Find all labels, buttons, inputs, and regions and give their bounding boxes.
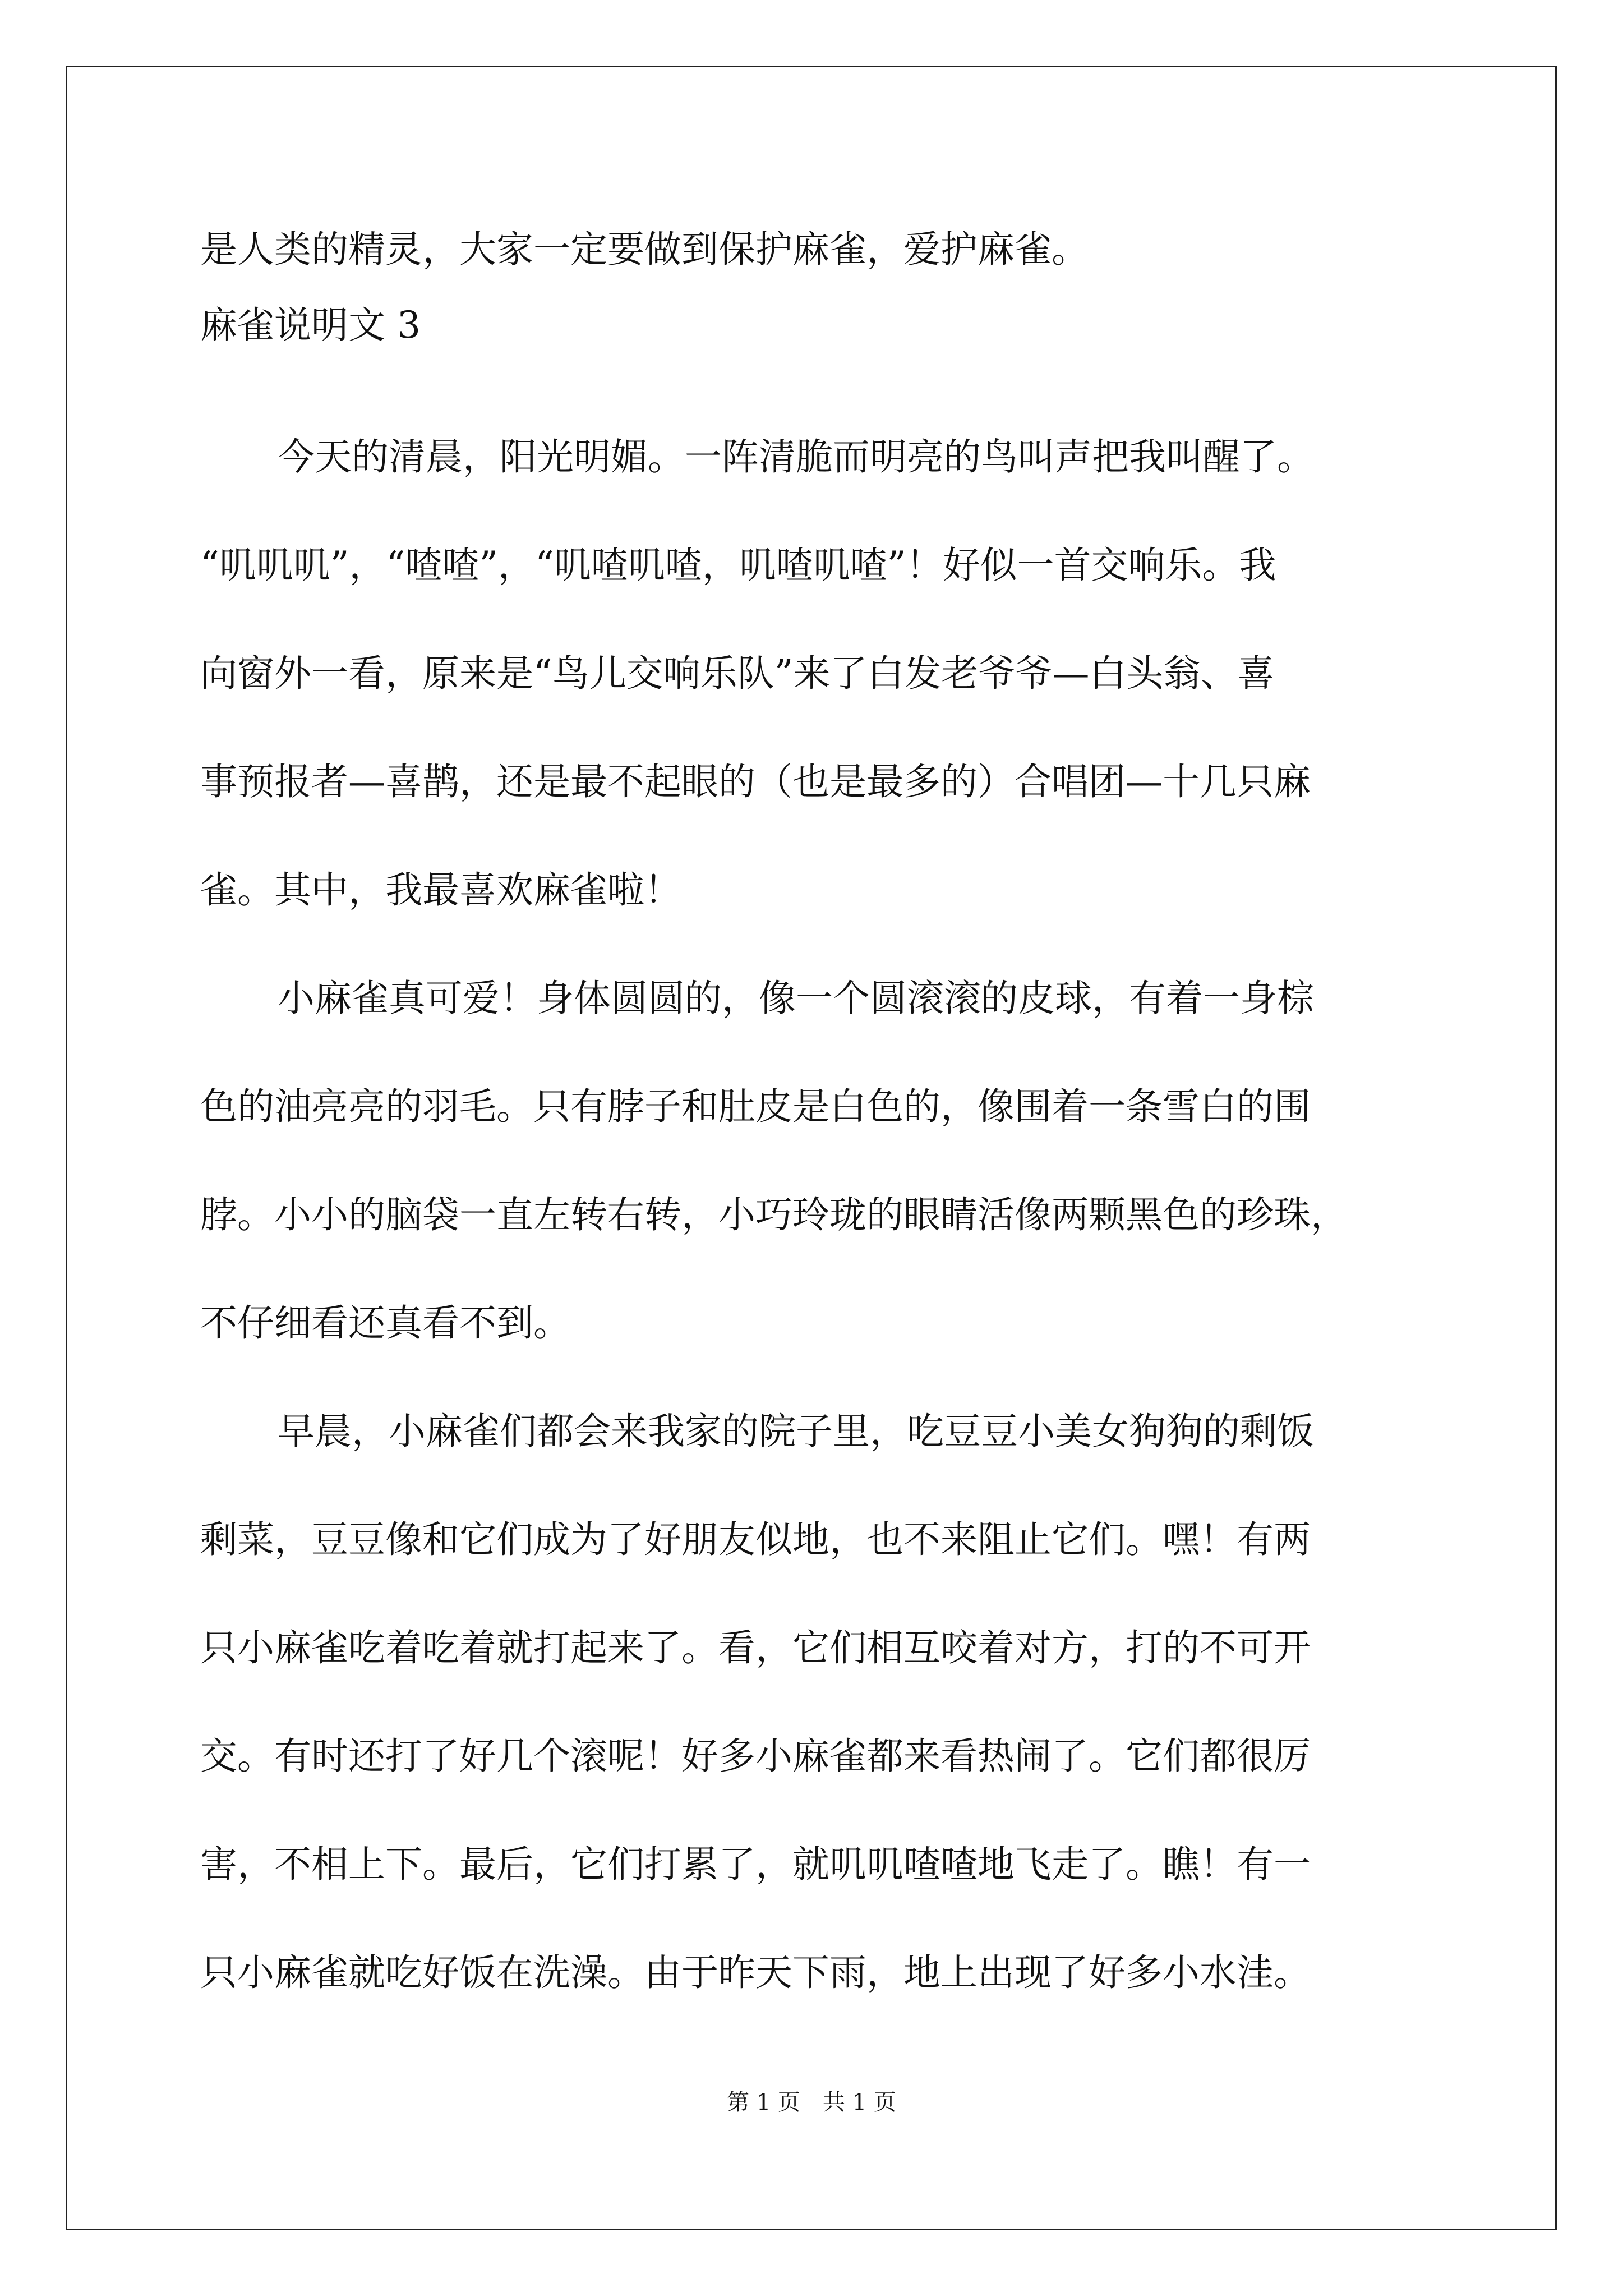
page-number: 第 1 页 xyxy=(727,2090,800,2115)
text-line-4: “叽叽叽”，“喳喳”，“叽喳叽喳，叽喳叽喳”！好似一首交响乐。我 xyxy=(200,544,1276,587)
text-line-1: 是人类的精灵，大家一定要做到保护麻雀，爱护麻雀。 xyxy=(200,228,1089,271)
text-line-17: 只小麻雀就吃好饭在洗澡。由于昨天下雨，地上出现了好多小水洼。 xyxy=(200,1951,1311,1994)
text-line-16: 害，不相上下。最后，它们打累了，就叽叽喳喳地飞走了。瞧！有一 xyxy=(200,1843,1311,1886)
text-line-5: 向窗外一看，原来是“鸟儿交响乐队”来了白发老爷爷—白头翁、喜 xyxy=(200,652,1275,695)
text-line-11: 不仔细看还真看不到。 xyxy=(200,1301,570,1345)
text-line-13: 剩菜，豆豆像和它们成为了好朋友似地，也不来阻止它们。嘿！有两 xyxy=(200,1518,1311,1561)
page-footer xyxy=(0,2088,1623,2116)
text-line-9: 色的油亮亮的羽毛。只有脖子和肚皮是白色的，像围着一条雪白的围 xyxy=(200,1085,1311,1128)
text-line-8: 小麻雀真可爱！身体圆圆的，像一个圆滚滚的皮球，有着一身棕 xyxy=(278,977,1314,1020)
text-line-3: 今天的清晨，阳光明媚。一阵清脆而明亮的鸟叫声把我叫醒了。 xyxy=(278,435,1314,478)
text-line-10: 脖。小小的脑袋一直左转右转，小巧玲珑的眼睛活像两颗黑色的珍珠， xyxy=(200,1193,1348,1236)
section-heading: 麻雀说明文 3 xyxy=(200,303,421,347)
page-border xyxy=(66,66,1557,2230)
text-line-7: 雀。其中，我最喜欢麻雀啦！ xyxy=(200,868,681,912)
text-line-12: 早晨，小麻雀们都会来我家的院子里，吃豆豆小美女狗狗的剩饭 xyxy=(278,1410,1314,1453)
text-line-6: 事预报者—喜鹊，还是最不起眼的（也是最多的）合唱团—十几只麻 xyxy=(200,760,1311,803)
text-line-14: 只小麻雀吃着吃着就打起来了。看，它们相互咬着对方，打的不可开 xyxy=(200,1626,1311,1669)
text-line-15: 交。有时还打了好几个滚呢！好多小麻雀都来看热闹了。它们都很厉 xyxy=(200,1734,1311,1778)
page-total: 共 1 页 xyxy=(823,2090,896,2115)
